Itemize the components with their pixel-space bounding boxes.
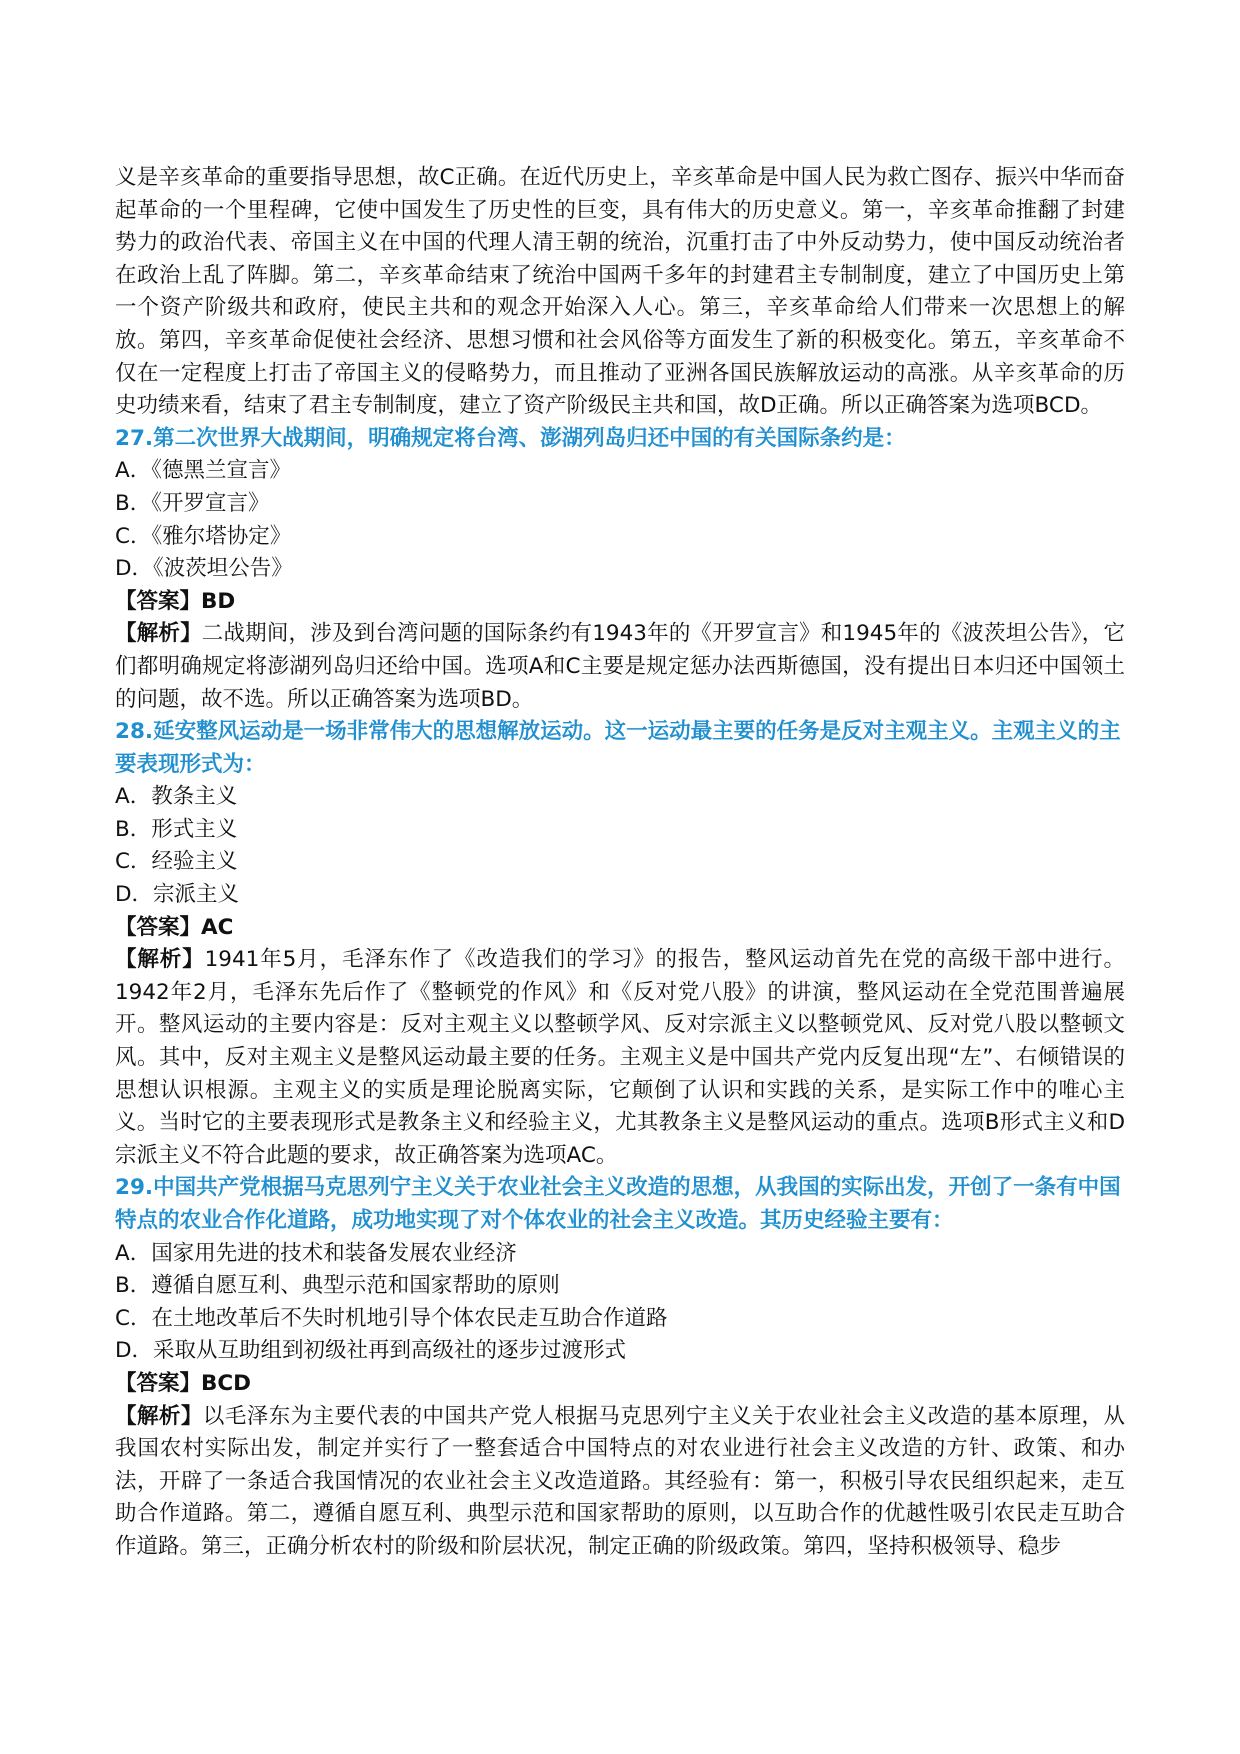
analysis-paragraph [115, 944, 1125, 1172]
option-b: B．《开罗宣言》 [115, 490, 270, 516]
analysis-paragraph [115, 618, 1125, 716]
analysis-text: 二战期间，涉及到台湾问题的国际条约有1943年的《开罗宣言》和1945年的《波茨坦公告》，它们都明确规定将澎湖列岛归还给中国。选项A和C主要是规定惩办法西斯德国，没有提出日本归还中国领土的问题，故不选。所以正确答案为选项BD。 [115, 621, 1125, 712]
intro-paragraph: 义是辛亥革命的重要指导思想，故C正确。在近代历史上，辛亥革命是中国人民为救亡图存、振兴中华而奋起革命的一个里程碑，它使中国发生了历史性的巨变，具有伟大的历史意义。第一，辛亥革命推翻了封建势力的政治代表、帝国主义在中国的代理人清王朝的统治，沉重打击了中外反动势力，使中国反动统治者在政治上乱了阵脚。第二，辛亥革命结束了统治中国两千多年的封建君主专制制度，建立了中国历史上第一个资产阶级共和政府，使民主共和的观念开始深入人心。第三，辛亥革命给人们带来一次思想上的解放。第四，辛亥革命促使社会经济、思想习惯和社会风俗等方面发生了新的积极变化。第五，辛亥革命不仅在一定程度上打击了帝国主义的侵略势力，而且推动了亚洲各国民族解放运动的高涨。从辛亥革命的历史功绩来看，结束了君主专制制度，建立了资产阶级民主共和国，故D正确。所以正确答案为选项BCD。 [115, 165, 1125, 419]
option-d: D．《波茨坦公告》 [115, 556, 293, 582]
option-a: A．国家用先进的技术和装备发展农业经济 [115, 1240, 517, 1266]
option-a: A．教条主义 [115, 784, 238, 810]
option-d: D．采取从互助组到初级社再到高级社的逐步过渡形式 [115, 1338, 627, 1364]
analysis-text: 以毛泽东为主要代表的中国共产党人根据马克思列宁主义关于农业社会主义改造的基本原理，从我国农村实际出发，制定并实行了一整套适合中国特点的对农业进行社会主义改造的方针、政策、和办法，开辟了一条适合我国情况的农业社会主义改造道路。其经验有：第一，积极引导农民组织起来，走互助合作道路。第二，遵循自愿互利、典型示范和国家帮助的原则，以互助合作的优越性吸引农民走互助合作道路。第三，正确分析农村的阶级和阶层状况，制定正确的阶级政策。第四，坚持积极领导、稳步 [115, 1403, 1125, 1559]
analysis-text: 1941年5月，毛泽东作了《改造我们的学习》的报告，整风运动首先在党的高级干部中进行。1942年2月，毛泽东先后作了《整顿党的作风》和《反对党八股》的讲演，整风运动在全党范围普遍展开。整风运动的主要内容是：反对主观主义以整顿学风、反对宗派主义以整顿党风、反对党八股以整顿文风。其中，反对主观主义是整风运动最主要的任务。主观主义是中国共产党内反复出现“左”、右倾错误的思想认识根源。主观主义的实质是理论脱离实际，它颠倒了认识和实践的关系，是实际工作中的唯心主义。当时它的主要表现形式是教条主义和经验主义，尤其教条主义是整风运动的重点。选项B形式主义和D宗派主义不符合此题的要求，故正确答案为选项AC。 [115, 947, 1125, 1168]
question-title: 28.延安整风运动是一场非常伟大的思想解放运动。这一运动最主要的任务是反对主观主义。主观主义的主要表现形式为： [115, 719, 1121, 777]
question-title: 29.中国共产党根据马克思列宁主义关于农业社会主义改造的思想，从我国的实际出发，开创了一条有中国特点的农业合作化道路，成功地实现了对个体农业的社会主义改造。其历史经验主要有： [115, 1175, 1121, 1233]
option-b: B．遵循自愿互利、典型示范和国家帮助的原则 [115, 1273, 560, 1299]
analysis-label: 【解析】 [115, 947, 205, 973]
option-c: C．经验主义 [115, 849, 238, 875]
document-page [115, 162, 1125, 1564]
answer-line: 【答案】BD [115, 588, 236, 614]
question-block-27 [115, 423, 1125, 716]
question-title: 27.第二次世界大战期间，明确规定将台湾、澎湖列岛归还中国的有关国际条约是： [115, 425, 906, 451]
analysis-label: 【解析】 [115, 621, 202, 647]
option-c: C．《雅尔塔协定》 [115, 523, 292, 549]
analysis-paragraph [115, 1401, 1125, 1564]
option-d: D．宗派主义 [115, 882, 240, 908]
option-b: B．形式主义 [115, 816, 238, 842]
question-block-29 [115, 1172, 1125, 1563]
answer-line: 【答案】AC [115, 914, 234, 940]
answer-line: 【答案】BCD [115, 1370, 252, 1396]
option-c: C．在土地改革后不失时机地引导个体农民走互助合作道路 [115, 1305, 668, 1331]
analysis-label: 【解析】 [115, 1403, 203, 1429]
option-a: A．《德黑兰宣言》 [115, 458, 291, 484]
question-block-28 [115, 716, 1125, 1172]
